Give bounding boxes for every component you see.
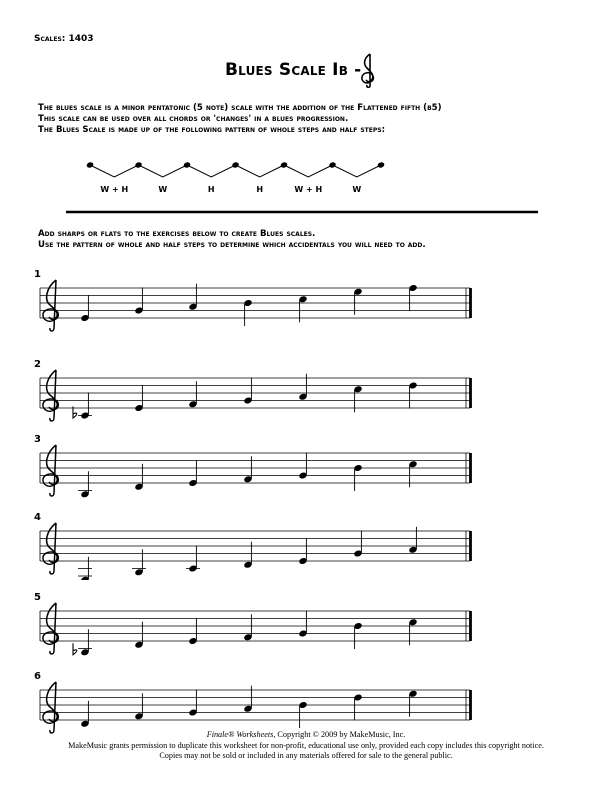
step-label: W bbox=[352, 185, 362, 194]
flat-icon bbox=[73, 643, 77, 655]
exercise-2 bbox=[34, 359, 484, 425]
pattern-segment bbox=[236, 165, 285, 177]
treble-clef-icon bbox=[43, 280, 58, 331]
step-label: W + H bbox=[294, 185, 323, 194]
footer-brand: Finale bbox=[206, 730, 229, 739]
exercise-4 bbox=[34, 512, 484, 578]
title-block bbox=[225, 58, 425, 90]
step-label: H bbox=[256, 185, 264, 194]
exercise-1 bbox=[34, 269, 484, 335]
treble-clef-icon bbox=[43, 445, 58, 496]
intro-line-3: The Blues Scale is made up of the following pattern of whole steps and half steps: bbox=[38, 125, 386, 135]
exercise-number: 3 bbox=[34, 434, 41, 445]
footer-copyright: , Copyright © 2009 by MakeMusic, Inc. bbox=[273, 730, 406, 739]
instruction-line-2: Use the pattern of whole and half steps to determine which accidentals you will need to add. bbox=[38, 240, 426, 250]
step-pattern-diagram bbox=[60, 150, 550, 220]
pattern-note bbox=[231, 161, 239, 168]
staff bbox=[34, 598, 484, 660]
worksheet-code: Scales: 1403 bbox=[34, 34, 94, 44]
exercise-5 bbox=[34, 592, 484, 658]
exercise-3 bbox=[34, 434, 484, 500]
step-label: W bbox=[158, 185, 168, 194]
exercise-6 bbox=[34, 671, 484, 737]
intro-line-2: This scale can be used over all chords or 'changes' in a blues progression. bbox=[38, 114, 349, 124]
pattern-segment bbox=[139, 165, 188, 177]
staff bbox=[34, 365, 484, 427]
step-label: W + H bbox=[100, 185, 129, 194]
treble-clef-icon bbox=[357, 52, 381, 88]
pattern-note bbox=[183, 161, 191, 168]
pattern-note bbox=[328, 161, 336, 168]
pattern-note bbox=[280, 161, 288, 168]
page-title: Blues Scale Ib - bbox=[225, 60, 362, 80]
footer-permission: MakeMusic grants permission to duplicate this worksheet for non-profit, educational use only, provided each copy includes this copyright notice. bbox=[68, 740, 544, 750]
intro-line-1: The blues scale is a minor pentatonic (5 note) scale with the addition of the Flattened fifth (b5) bbox=[38, 103, 442, 113]
pattern-segment bbox=[187, 165, 236, 177]
instruction-line-1: Add sharps or flats to the exercises below to create Blues scales. bbox=[38, 229, 316, 239]
exercise-number: 5 bbox=[34, 592, 41, 603]
exercise-number: 6 bbox=[34, 671, 41, 682]
copyright-footer bbox=[0, 730, 612, 762]
pattern-note bbox=[86, 161, 94, 168]
pattern-note bbox=[134, 161, 142, 168]
pattern-segment bbox=[284, 165, 333, 177]
staff bbox=[34, 440, 484, 502]
pattern-segment bbox=[333, 165, 382, 177]
step-label: H bbox=[207, 185, 215, 194]
exercise-number: 2 bbox=[34, 359, 41, 370]
exercise-number: 1 bbox=[34, 269, 41, 280]
footer-brand-suffix: ® Worksheets bbox=[228, 730, 274, 739]
pattern-note bbox=[377, 161, 385, 168]
footer-restriction: Copies may not be sold or included in any materials offered for sale to the general public. bbox=[159, 751, 453, 760]
pattern-segment bbox=[90, 165, 139, 177]
staff bbox=[34, 518, 484, 580]
staff bbox=[34, 275, 484, 337]
exercise-number: 4 bbox=[34, 512, 41, 523]
treble-clef-icon bbox=[43, 370, 58, 421]
